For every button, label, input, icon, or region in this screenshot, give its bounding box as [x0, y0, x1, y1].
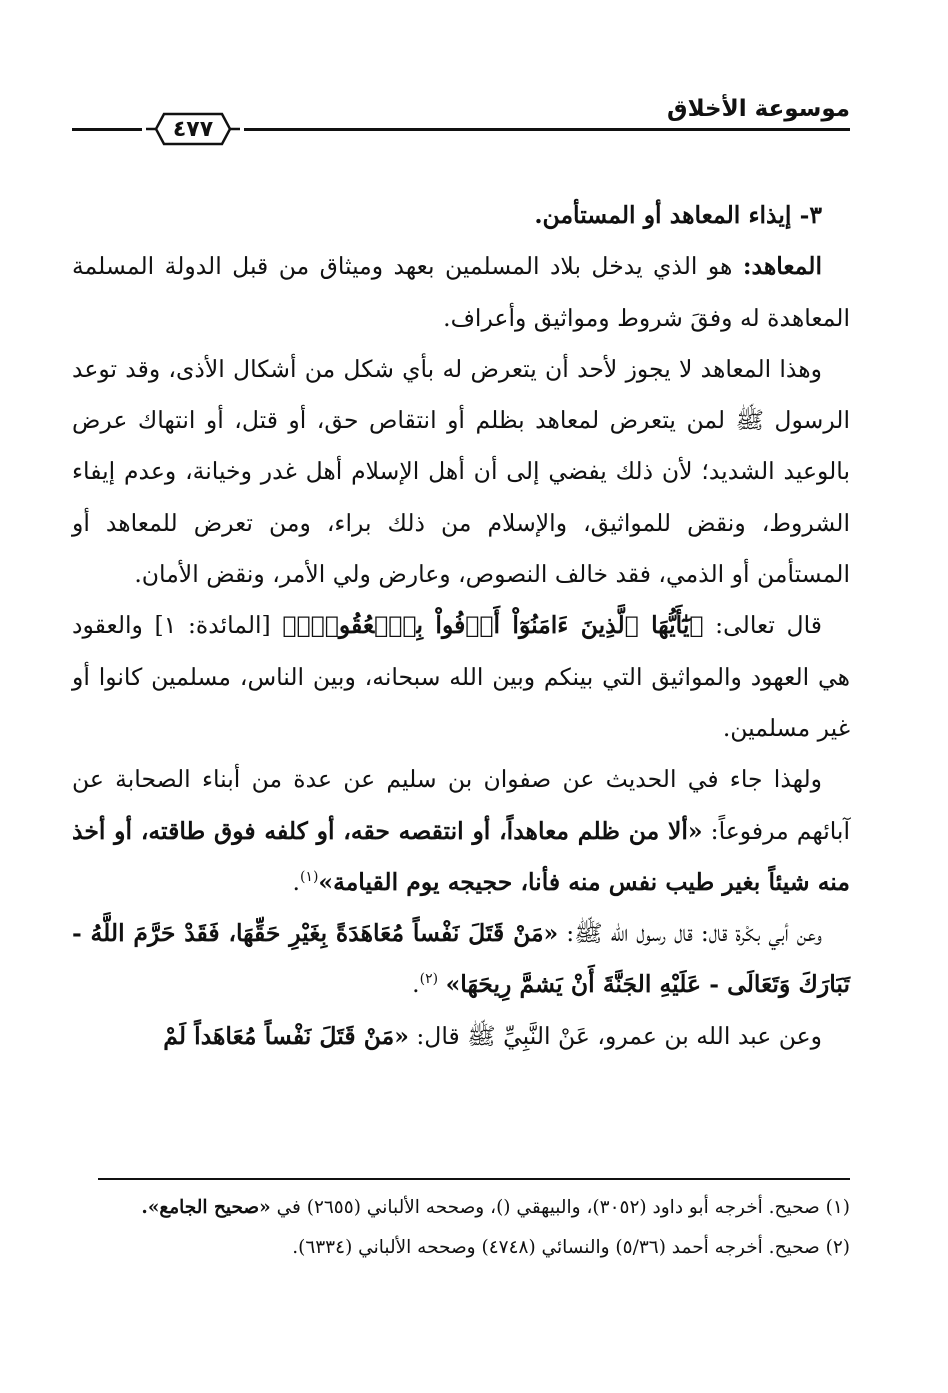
- footnote-separator: [98, 1178, 850, 1180]
- hadith-1-intro: ولهذا جاء في الحديث عن صفوان بن سليم عن عدة من أبناء الصحابة عن آبائهم مرفوعاً:: [72, 765, 850, 845]
- defined-term: المعاهد:: [742, 252, 822, 281]
- paragraph-hadith-3: [72, 1011, 850, 1062]
- footnotes: [72, 1188, 850, 1268]
- running-title: موسوعة الأخلاق: [667, 96, 850, 122]
- paragraph-hadith-2: [72, 908, 850, 1011]
- paragraph-ruling: وهذا المعاهد لا يجوز لأحد أن يتعرض له بأي شكل من أشكال الأذى، وقد توعد الرسول ﷺ لمن يتعرض لمعاهد بظلم أو انتقاص حق، أو قتل، أو انتهاك عرض بالوعيد الشديد؛ لأن ذلك يفضي إلى أن أهل الإسلام أهل غدر وخيانة، وعدم إيفاء الشروط، ونقض للمواثيق، والإسلام من ذلك براء، ومن تعرض للمعاهد أو المستأمن أو الذمي، فقد خالف النصوص، وعارض ولي الأمر، ونقض الأمان.: [72, 354, 850, 589]
- main-text: [72, 190, 850, 1062]
- page-number: ٤٧٧: [172, 116, 214, 142]
- hadith-1-text: «ألا من ظلم معاهداً، أو انتقصه حقه، أو كلفه فوق طاقته، أو أخذ منه شيئاً بغير طيب نفس منه فأنا، حجيجه يوم القيامة»: [72, 816, 850, 896]
- header-rule: [244, 128, 850, 131]
- footnote-ref-2: (٢): [419, 971, 439, 988]
- footnote-1-source: «صحيح الجامع».: [141, 1197, 271, 1218]
- hadith-2-end: .: [412, 970, 420, 999]
- footnote-1: [72, 1188, 850, 1228]
- footnote-ref-1: (١): [299, 869, 319, 886]
- verse-intro: قال تعالى:: [703, 611, 822, 640]
- hadith-2-text: «مَنْ قَتَلَ نَفْساً مُعَاهَدَةً بِغَيْرِ حَقِّهَا، فَقَدْ حَرَّمَ اللَّهُ - تَبَارَكَ وَتَعَالَى - عَلَيْهِ الجَنَّةَ أَنْ يَشمَّ رِيحَهَا»: [72, 919, 850, 999]
- hadith-1-end: .: [292, 867, 300, 896]
- quran-verse: ﴿يَٰٓأَيُّهَا ٱلَّذِينَ ءَامَنُوٓاْ أَوۡفُواْ بِٱلۡعُقُودِۚ﴾: [282, 611, 704, 640]
- page-header: [72, 92, 850, 162]
- paragraph-definition: [72, 241, 850, 344]
- footnote-2: (٢) صحيح. أخرجه أحمد (٥/٣٦) والنسائي (٤٧٤٨) وصححه الألباني (٦٣٣٤).: [292, 1237, 850, 1258]
- section-heading: ٣- إيذاء المعاهد أو المستأمن.: [534, 201, 822, 229]
- definition-text: هو الذي يدخل بلاد المسلمين بعهد وميثاق من قبل الدولة المسلمة المعاهدة له وفقَ شروط ومواثيق وأعراف.: [72, 252, 850, 332]
- header-rule-left: [72, 128, 142, 131]
- footnote-1-text: (١) صحيح. أخرجه أبو داود (٣٠٥٢)، والبيهقي ()، وصححه الألباني (٢٦٥٥) في: [270, 1197, 850, 1218]
- hadith-3-intro: وعن عبد الله بن عمرو، عَنْ النَّبِيِّ ﷺ قال:: [408, 1021, 822, 1050]
- paragraph-hadith-1: [72, 754, 850, 908]
- page-number-frame: [146, 110, 240, 148]
- verse-commentary: [المائدة: ١] والعقود هي العهود والمواثيق التي بينكم وبين الله سبحانه، وبين الناس، مسلمين كانوا أو غير مسلمين.: [72, 611, 850, 742]
- hadith-3-text: «مَنْ قَتَلَ نَفْساً مُعَاهَداً لَمْ: [163, 1021, 409, 1050]
- hadith-2-intro: وعن أبي بكْرة قال: قال رسول الله ﷺ:: [558, 919, 823, 948]
- paragraph-verse: [72, 600, 850, 754]
